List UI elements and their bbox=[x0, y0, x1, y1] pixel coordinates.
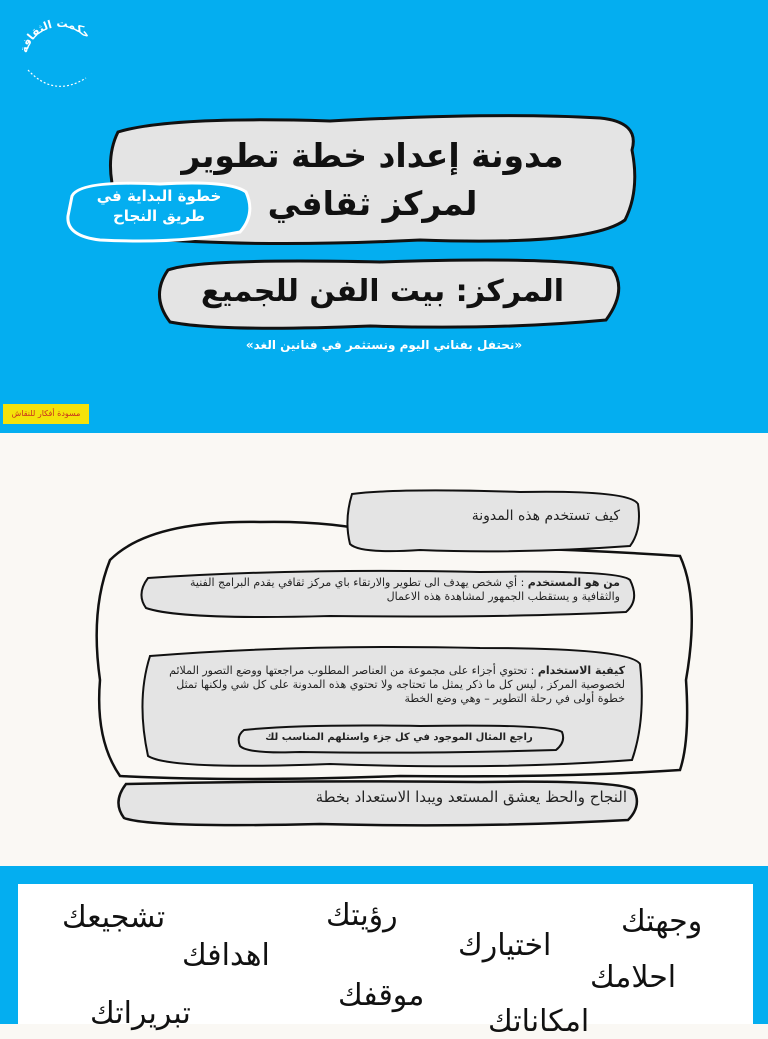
how-text: : تحتوي أجزاء على مجموعة من العناصر المطلوب مراجعتها ووضع التصور الملائم لخصوصية المركز , ليس كل ما ذكر يمثل ما تحتاجه ولا تحتوي هذه المدونة على كل شي ولكنها تمثل خطوة أولى في رحلة التطوير – وهي وضع الخطة bbox=[169, 664, 625, 705]
how-paragraph bbox=[150, 664, 625, 706]
slogan: «نحتفل بفناني اليوم ونستثمر في فنانين الغد» bbox=[245, 338, 523, 352]
draft-badge: مسودة أفكار للنقاش bbox=[3, 404, 89, 424]
how-label: كيفية الاستخدام bbox=[537, 664, 625, 677]
word-item: امكاناتك bbox=[488, 1004, 590, 1039]
who-label: من هو المستخدم bbox=[527, 576, 620, 589]
center-name: المركز: بيت الفن للجميع bbox=[200, 274, 565, 309]
word-item: تبريراتك bbox=[90, 996, 191, 1031]
title-line-2: لمركز ثقافي bbox=[267, 184, 478, 223]
logo-text: حكمت الثقافة bbox=[17, 16, 94, 55]
reference-note: راجع المثال الموجود في كل جزء واستلهم المناسب لك bbox=[265, 732, 533, 743]
word-item: اختيارك bbox=[458, 928, 552, 963]
who-text: : أي شخص يهدف الى تطوير والارتقاء باي مركز ثقافي يقدم البرامج الفنية والثقافية و يستقطب الجمهور لمشاهدة هذه الاعمال bbox=[190, 576, 620, 603]
who-paragraph bbox=[150, 576, 620, 604]
word-item: موقفك bbox=[338, 978, 425, 1013]
word-item: تشجيعك bbox=[62, 900, 166, 935]
word-item: احلامك bbox=[590, 960, 677, 995]
success-quote: النجاح والحظ يعشق المستعد ويبدا الاستعداد بخطة bbox=[315, 788, 627, 806]
word-item: اهدافك bbox=[182, 938, 270, 973]
word-item: رؤيتك bbox=[326, 898, 398, 933]
word-item: وجهتك bbox=[621, 904, 703, 939]
words-card bbox=[18, 884, 753, 1039]
start-badge-line-1: خطوة البداية في bbox=[96, 187, 222, 205]
title-line-1: مدونة إعداد خطة تطوير bbox=[181, 136, 564, 175]
start-badge-line-2: طريق النجاح bbox=[113, 207, 205, 225]
guide-title: كيف تستخدم هذه المدونة bbox=[471, 508, 620, 524]
